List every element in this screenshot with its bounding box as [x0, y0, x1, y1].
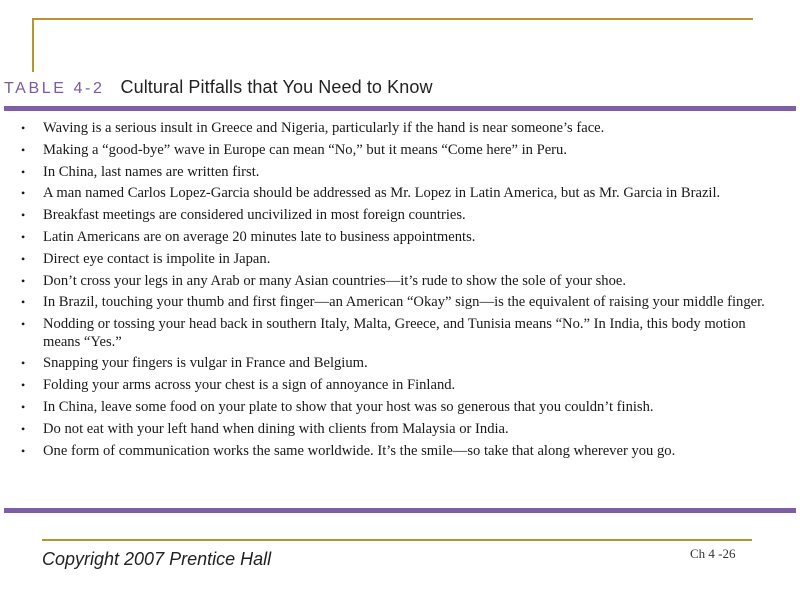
pitfall-text: In China, leave some food on your plate to show that your host was so generous that you couldn’t finish.: [43, 399, 654, 416]
table-bottom-rule: [4, 508, 796, 513]
bullet-icon: •: [21, 229, 26, 244]
pitfall-text: Latin Americans are on average 20 minutes late to business appointments.: [43, 228, 476, 245]
pitfall-text: Direct eye contact is impolite in Japan.: [43, 250, 271, 267]
bullet-icon: •: [21, 186, 26, 201]
pitfall-item: [18, 316, 778, 351]
pitfall-item: [18, 399, 778, 417]
pitfall-item: [18, 251, 778, 269]
pitfall-text: Waving is a serious insult in Greece and Nigeria, particularly if the hand is near someone’s face.: [43, 120, 605, 136]
pitfall-item: [18, 120, 778, 138]
pitfall-item: [18, 207, 778, 225]
pitfall-item: [18, 355, 778, 373]
copyright-text: Copyright 2007 Prentice Hall: [42, 549, 272, 569]
bullet-icon: •: [21, 295, 26, 310]
pitfall-text: In Brazil, touching your thumb and first finger—an American “Okay” sign—is the equivalent of raising your middle finger.: [43, 294, 765, 311]
pitfall-item: [18, 421, 778, 439]
pitfall-text: In China, last names are written first.: [43, 163, 260, 180]
bullet-icon: •: [21, 317, 26, 332]
pitfall-text: One form of communication works the same worldwide. It’s the smile—so take that along wherever you go.: [43, 442, 676, 459]
pitfall-text: Breakfast meetings are considered uncivilized in most foreign countries.: [43, 207, 466, 224]
pitfall-item: [18, 185, 778, 203]
pitfall-item: [18, 443, 778, 461]
bullet-icon: •: [21, 378, 26, 393]
pitfall-list: [18, 120, 778, 464]
table-heading: [4, 77, 433, 103]
pitfall-item: [18, 294, 778, 312]
pitfall-text: Snapping your fingers is vulgar in France and Belgium.: [43, 355, 368, 372]
table-title: Cultural Pitfalls that You Need to Know: [120, 77, 433, 97]
pitfall-text: A man named Carlos Lopez-Garcia should be addressed as Mr. Lopez in Latin America, but as Mr. Garcia in Brazil.: [43, 185, 721, 202]
bullet-icon: •: [21, 121, 26, 135]
bullet-icon: •: [21, 421, 26, 436]
pitfall-text: Do not eat with your left hand when dining with clients from Malaysia or India.: [43, 420, 509, 437]
pitfall-item: [18, 273, 778, 291]
bullet-icon: •: [21, 356, 26, 371]
bullet-icon: •: [21, 208, 26, 223]
pitfall-item: [18, 377, 778, 395]
footer-decorative-rule: [42, 539, 752, 541]
bullet-icon: •: [21, 142, 26, 157]
pitfall-item: [18, 164, 778, 182]
bullet-icon: •: [21, 273, 26, 288]
bullet-icon: •: [21, 443, 26, 458]
pitfall-item: [18, 142, 778, 160]
pitfall-item: [18, 229, 778, 247]
pitfall-text: Folding your arms across your chest is a sign of annoyance in Finland.: [43, 377, 456, 394]
pitfall-text: Nodding or tossing your head back in southern Italy, Malta, Greece, and Tunisia means “No.” In India, this body motion means “Yes.”: [43, 316, 746, 350]
pitfall-text: Don’t cross your legs in any Arab or many Asian countries—it’s rude to show the sole of your shoe.: [43, 272, 626, 289]
table-top-rule: [4, 106, 796, 111]
left-decorative-rule: [32, 18, 34, 72]
pitfall-text: Making a “good-bye” wave in Europe can mean “No,” but it means “Come here” in Peru.: [43, 141, 567, 158]
table-number-label: TABLE 4-2: [4, 80, 105, 97]
slide-number: Ch 4 -26: [690, 546, 736, 561]
bullet-icon: •: [21, 400, 26, 415]
bullet-icon: •: [21, 164, 26, 179]
top-decorative-rule: [32, 18, 753, 20]
bullet-icon: •: [21, 251, 26, 266]
